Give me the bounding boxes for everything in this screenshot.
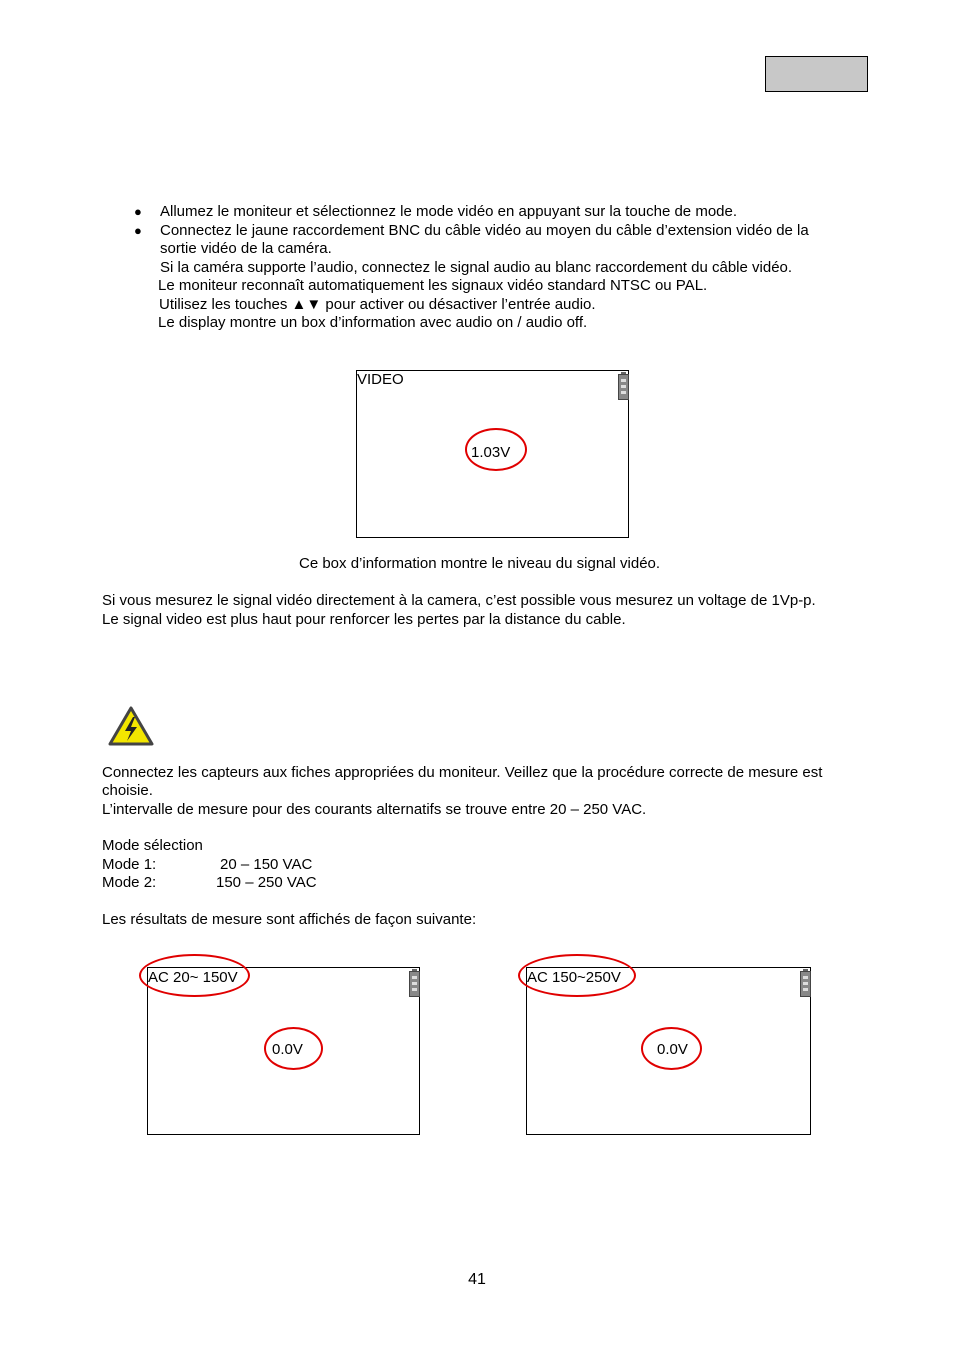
bullet-item bbox=[130, 203, 870, 222]
ac-label-highlight bbox=[139, 954, 250, 997]
audio-toggle-note: Utilisez les touches ▲▼ pour activer ou désactiver l’entrée audio. bbox=[159, 296, 596, 313]
bullet-dot-icon: ● bbox=[134, 222, 142, 238]
mode-2-range: 150 – 250 VAC bbox=[216, 874, 317, 891]
bullet-text: Allumez le moniteur et sélectionnez le mode vidéo en appuyant sur la touche de mode. bbox=[160, 203, 738, 220]
battery-icon bbox=[618, 374, 629, 400]
mode-1-range: 20 – 150 VAC bbox=[220, 856, 313, 873]
ac-label-highlight bbox=[518, 954, 636, 997]
results-intro: Les résultats de mesure sont affichés de façon suivante: bbox=[102, 911, 477, 928]
battery-icon bbox=[800, 971, 811, 997]
mode-2-label: Mode 2: bbox=[102, 874, 157, 891]
bullet-item bbox=[130, 222, 870, 259]
video-value: 1.03V bbox=[471, 444, 511, 461]
page-number: 41 bbox=[468, 1271, 486, 1288]
ac-value: 0.0V bbox=[272, 1041, 303, 1058]
ac-value: 0.0V bbox=[657, 1041, 688, 1058]
video-caption: Ce box d’information montre le niveau du signal vidéo. bbox=[299, 555, 661, 572]
display-note: Le display montre un box d’information avec audio on / audio off. bbox=[158, 314, 588, 331]
video-note-line: Le signal video est plus haut pour renforcer les pertes par la distance du cable. bbox=[102, 611, 626, 628]
video-screen-label: VIDEO bbox=[357, 371, 404, 388]
electric-hazard-icon bbox=[108, 706, 154, 746]
auto-detect-note: Le moniteur reconnaît automatiquement les signaux vidéo standard NTSC ou PAL. bbox=[158, 277, 708, 294]
header-box bbox=[765, 56, 868, 92]
video-note-line: Si vous mesurez le signal vidéo directement à la camera, c’est possible vous mesurez un voltage de 1Vp-p. bbox=[102, 592, 816, 609]
bullet-text: sortie vidéo de la caméra. bbox=[160, 240, 332, 257]
battery-icon bbox=[409, 971, 420, 997]
audio-note: Si la caméra supporte l’audio, connectez le signal audio au blanc raccordement du câble vidéo. bbox=[160, 259, 793, 276]
bullet-text: Connectez le jaune raccordement BNC du câble vidéo au moyen du câble d’extension vidéo de la bbox=[160, 221, 809, 239]
ac-screen-label: AC 150~250V bbox=[527, 969, 621, 986]
ac-screen-label: AC 20~ 150V bbox=[148, 969, 238, 986]
mode-1-label: Mode 1: bbox=[102, 856, 157, 873]
instruction-list bbox=[130, 203, 870, 259]
mode-selection-title: Mode sélection bbox=[102, 837, 203, 854]
ac-intro-line: L’intervalle de mesure pour des courants alternatifs se trouve entre 20 – 250 VAC. bbox=[102, 801, 647, 818]
ac-intro-line: choisie. bbox=[102, 782, 153, 799]
ac-intro-line: Connectez les capteurs aux fiches appropriées du moniteur. Veillez que la procédure correcte de mesure est bbox=[102, 764, 823, 781]
bullet-dot-icon: ● bbox=[134, 204, 142, 219]
